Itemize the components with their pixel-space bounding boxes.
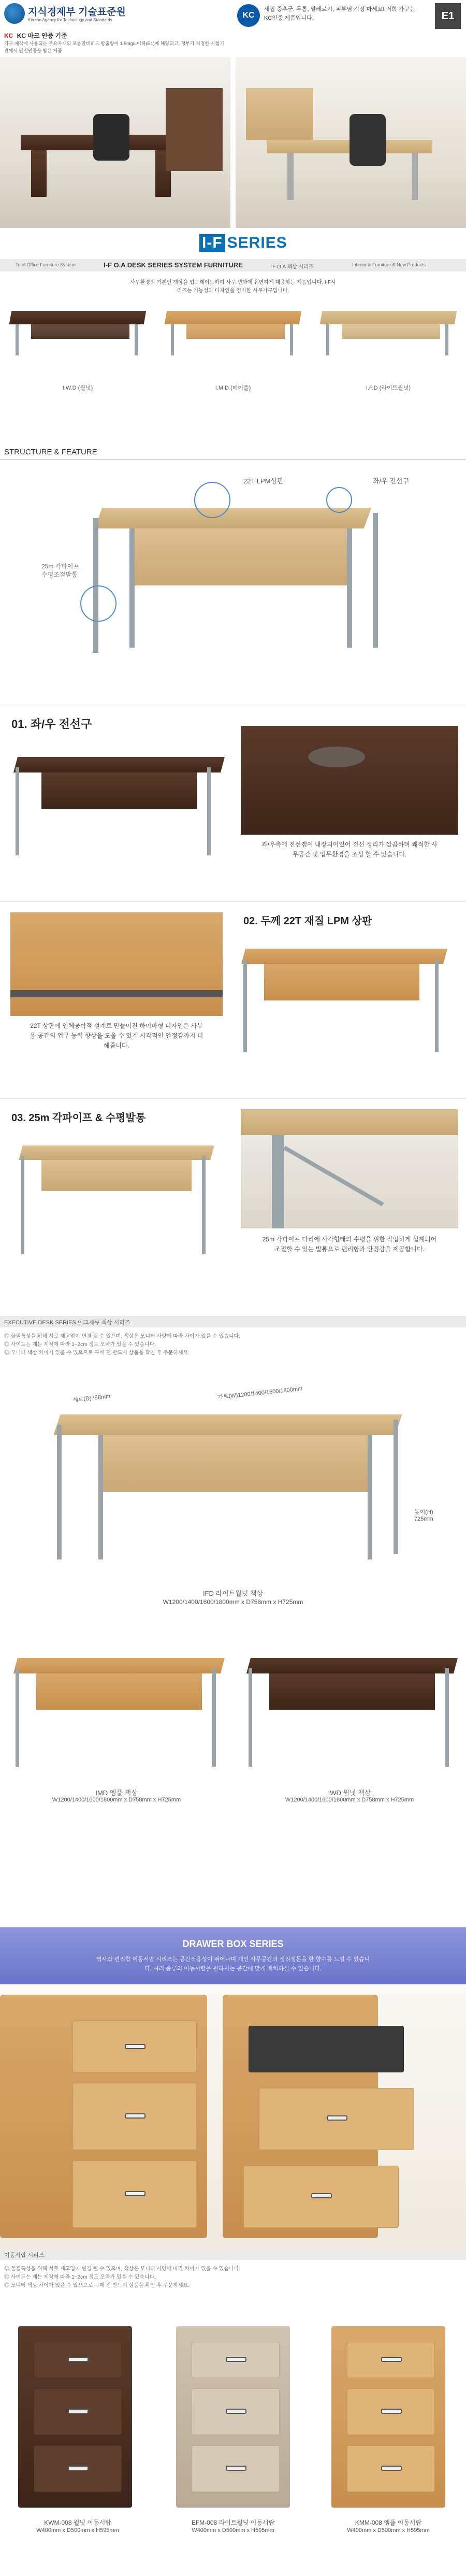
feature-02-closeup [10,912,223,1016]
hero-drawer-open [223,1995,378,2238]
org-name: 지식경제부 기술표준원 [28,7,126,18]
desk-note-2: ◎ 사이드는 제는 제작에 따라 1~2cm 정도 오차가 있을 수 있습니다. [4,1342,156,1348]
desk-spec-section [0,1316,466,1933]
drawer-size-maple: W400mm x D500mm x H595mm [347,2527,430,2534]
drawer-note-3: ◎ 모니터 색상 차이가 있을 수 있으므로 구매 전 반드시 상품을 확인 후 주문하세요. [4,2283,190,2288]
kc-description: 가구 제작에 사용되는 주요자재의 포름알데히드 방출량이 1.5mg/L이하(E1)에 해당되고, 정부가 지정한 시험기관에서 안전인증을 받은 제품 [4,41,224,53]
feature-02-title [243,912,372,927]
series-logo [199,234,287,252]
spec-main-desk [47,1394,409,1580]
e1-badge: E1 [435,3,461,29]
drawer-note-2: ◎ 사이드는 제는 제작에 따라 1~2cm 정도 오차가 있을 수 있습니다. [4,2274,156,2280]
office-photo-left [0,57,230,228]
callout-right-label: 좌/우 전선구 [373,477,410,485]
kc-title-text: KC 마크 인증 기준 [17,32,67,39]
hero-drawer-closed [0,1995,207,2238]
structure-desk [78,487,388,684]
spec-left-size: W1200/1400/1600/1800mm x D758mm x H725mm [52,1797,181,1803]
series-title: I-F O.A DESK SERIES SYSTEM FURNITURE [104,261,243,269]
tagline-mid: I-F O.A 책상 시리즈 [269,264,314,270]
office-photo-right [236,57,466,228]
variant-label-walnut: I.W.D (월넛) [62,385,93,391]
drawer-hero [0,1984,466,2249]
feature-01-text: 좌/우측에 전선캡이 내장되어있어 전선 정리가 깔끔하며 쾌적한 사무공간 및 업무환경을 조성 할 수 있습니다. [261,841,438,858]
structure-section [0,446,466,705]
kc-badge: KC [4,32,13,39]
spec-main-size: W1200/1400/1600/1800mm x D758mm x H725mm [163,1598,303,1606]
callout-left-label-2: 수평조절발통 [41,571,78,578]
drawer-label-light-walnut: EFM-008 라이트월넛 이동서랍 [191,2519,275,2526]
drawer-banner [0,1927,466,1984]
feature-01-num: 01. [11,718,27,731]
drawer-label-walnut: KWM-008 월넛 이동서랍 [44,2519,111,2526]
variant-light-walnut [311,295,466,373]
tagline-right: Interior & Furniture & New Products [352,262,426,267]
feature-01-closeup [241,726,458,835]
dim-height-1: 높이(H) [414,1509,433,1515]
spec-right-label: IWD 월넛 책상 [328,1789,371,1797]
drawer-spec-heading-band [0,2249,466,2260]
kc-right-text: 새집 증후군, 두통, 알레르기, 피부염 걱정 마세요! 저희 가구는 KC인증 제품입니다. [264,6,415,21]
feature-03-title [11,1109,145,1124]
callout-circle-top [194,482,230,518]
feature-03-desk [10,1135,223,1270]
variant-label-light-walnut: I.F.D (라이트월넛) [366,385,411,391]
spec-main-label: IFD 라이트월넛 책상 [202,1590,264,1597]
drawer-maple [331,2326,445,2508]
structure-divider [0,459,466,460]
feature-02-section [0,901,466,1098]
drawer-banner-text: 역사와 편리함 이동서랍 시리즈는 공간적용성이 뛰어나며 개인 사무공간과 정리정돈을 한 향수를 느낄 수 있습니다. 여러 종류의 이동서랍을 원하시는 공간에 맞게 배치하실 수 있습니다. [96,1956,370,1972]
drawer-banner-title: DRAWER BOX SERIES [182,1939,284,1949]
drawer-walnut [18,2326,132,2508]
org-english: Korean Agency for Technology and Standards [28,18,112,22]
desk-spec-heading: EXECUTIVE DESK SERIES 이그제큐 책상 시리즈 [4,1320,130,1326]
feature-03-num: 03. [11,1112,26,1124]
series-description: 사무환경의 기본인 책상을 업그레이드하여 사무 변화에 유연하게 대응하는 제품입니다. I-F시리즈는 기능성과 디자인을 겸비한 사무가구입니다. [130,280,336,294]
dim-height-2: 725mm [414,1516,433,1522]
drawer-label-maple: KMM-008 엠플 이동서랍 [355,2519,422,2526]
spec-left-desk [5,1648,228,1782]
feature-03-heading: 25m 각파이프 & 수평발통 [28,1112,146,1124]
callout-top-label: 22T LPM상판 [243,477,284,485]
structure-heading: STRUCTURE & FEATURE [4,448,97,456]
feature-01-section [0,705,466,901]
feature-03-section [0,1098,466,1306]
series-logo-text: SERIES [227,234,287,251]
variant-maple [155,295,311,373]
spec-left-label: IMD 엠플 책상 [95,1789,138,1797]
drawer-spec-heading: 이동서랍 시리즈 [4,2252,45,2258]
drawer-light-walnut [176,2326,290,2508]
drawer-size-walnut: W400mm x D500mm x H595mm [36,2527,119,2534]
callout-circle-left [80,585,116,622]
drawer-spec-section [0,2249,466,2576]
kc-badge-right: KC [237,4,260,27]
feature-02-heading: 두께 22T 재질 LPM 상판 [260,915,372,927]
dim-depth: 세로(D)758mm [72,1393,111,1404]
feature-01-title [11,715,92,732]
feature-02-text: 22T 상판에 인체공학적 설계로 만들어진 하이바형 디자인은 사무용 공간의 업무 능력 향상을 도울 수 있게 시각적인 안정감까지 더해줍니다. [30,1022,203,1050]
feature-02-desk [233,938,456,1068]
spec-right-desk [238,1648,461,1782]
drawer-size-light-walnut: W400mm x D500mm x H595mm [192,2527,274,2534]
desk-note-1: ◎ 물질특성을 위해 서로 제고업이 변경 될 수 있으며, 색상은 모니터 사양에 따라 차이가 있을 수 있습니다. [4,1334,241,1339]
variant-walnut [0,295,155,373]
variant-label-maple: I.M.D (메이플) [215,385,251,391]
feature-02-num: 02. [243,915,258,927]
series-section [0,228,466,446]
feature-01-heading: 좌/우 전선구 [30,718,92,731]
kats-logo [4,3,25,24]
feature-03-text: 25m 각파이프 다리에 사각형태의 수평을 위한 작업하게 설계되어 조절할 수 있는 발통으로 편리함과 안정감을 제공합니다. [262,1236,437,1253]
feature-03-closeup [241,1109,458,1228]
drawer-note-1: ◎ 물질특성을 위해 서로 제고업이 변경 될 수 있으며, 색상은 모니터 사양에 따라 차이가 있을 수 있습니다. [4,2266,241,2272]
dim-width: 가로(W)1200/1400/1600/1800mm [217,1385,303,1401]
callout-circle-right [326,487,352,513]
feature-01-desk [10,741,228,871]
desk-note-3: ◎ 모니터 색상 차이가 있을 수 있으므로 구매 전 반드시 상품을 확인 후 주문하세요. [4,1350,190,1356]
callout-left-label-1: 25m 각파이프 [41,563,80,570]
kc-title [4,31,67,40]
tagline-left: Total Office Furniture System [16,262,76,267]
spec-right-size: W1200/1400/1600/1800mm x D758mm x H725mm [285,1797,414,1803]
series-logo-prefix: I-F [199,234,225,252]
